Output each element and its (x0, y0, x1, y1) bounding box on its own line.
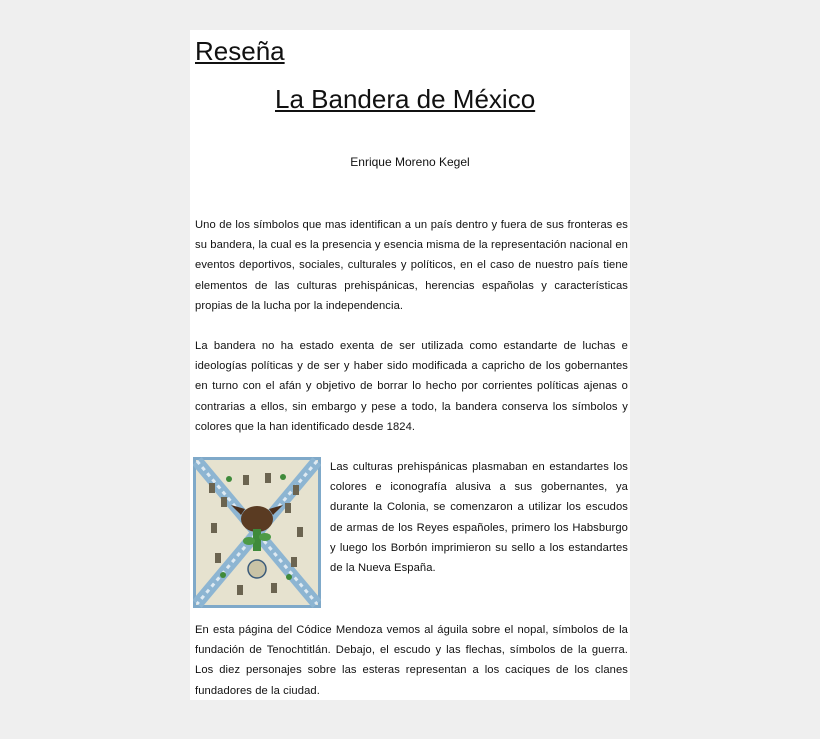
paragraph-3: Las culturas prehispánicas plasmaban en estandartes los colores e iconografía alusiva a sus gobernantes, ya durante la Colonia, se comenzaron a utilizar los escudos de armas de los Reyes españoles, primero los Habsburgo y luego los Borbón imprimieron su sello a los estandartes de la Nueva España. (330, 461, 628, 575)
document-subtitle: La Bandera de México (275, 84, 536, 114)
document-title: Reseña (195, 36, 285, 66)
paragraph-4: En esta página del Códice Mendoza vemos al águila sobre el nopal, símbolos de la fundación de Tenochtitlán. Debajo, el escudo y las flechas, símbolos de la guerra. Los diez personajes sobre las esteras representan a los caciques de los clanes fundadores de la ciudad. (195, 624, 628, 697)
codex-mendoza-image (193, 457, 321, 608)
author-line: Enrique Moreno Kegel (350, 155, 470, 169)
paragraph-2: La bandera no ha estado exenta de ser utilizada como estandarte de luchas e ideologías políticas y de ser y haber sido modificada a capricho de los gobernantes en turno con el afán y objetivo de borrar lo hecho por corrientes políticas ajenas o contrarias a ellos, sin embargo y pese a todo, la bandera conserva los símbolos y colores que la han identificado desde 1824. (195, 340, 628, 433)
codex-illustration (193, 457, 321, 608)
paragraph-1: Uno de los símbolos que mas identifican a un país dentro y fuera de sus fronteras es su bandera, la cual es la presencia y esencia misma de la representación nacional en eventos deportivos, sociales, culturales y políticos, en el caso de nuestro país tiene elementos de las culturas prehispánicas, herencias españolas y características propias de la lucha por la independencia. (195, 219, 628, 312)
